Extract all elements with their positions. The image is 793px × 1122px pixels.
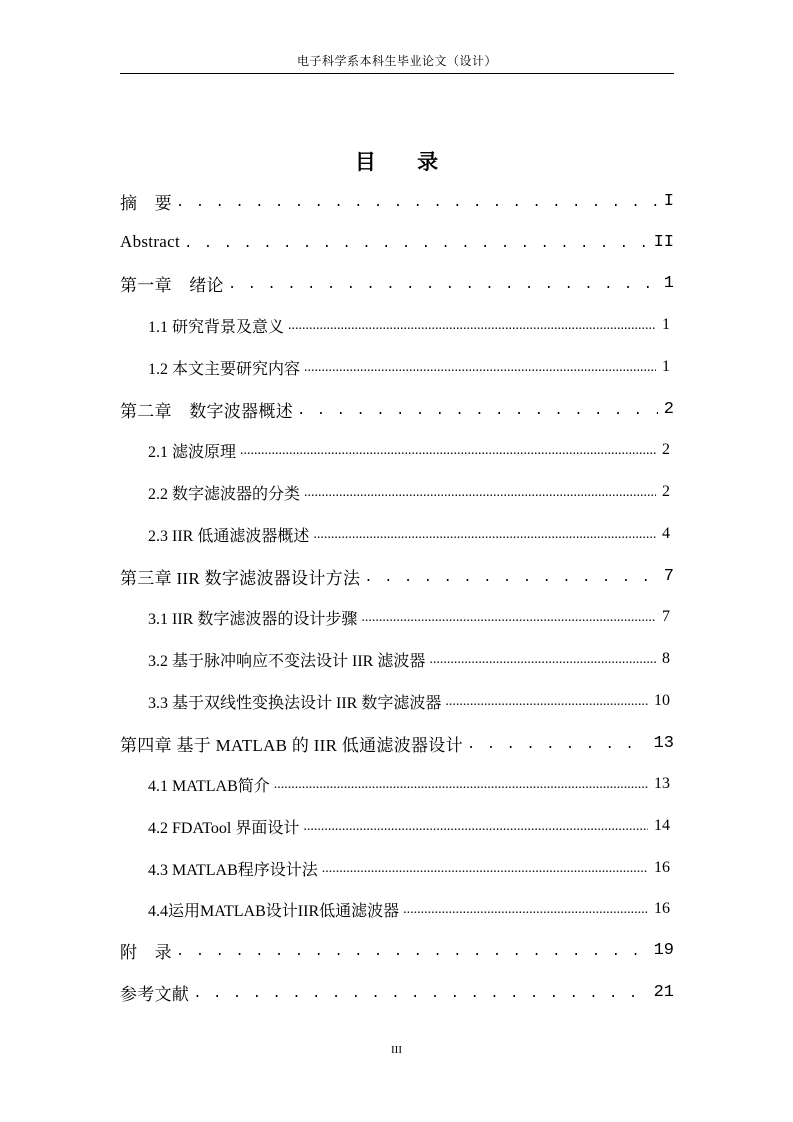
toc-entry-label: 第一章 绪论 <box>120 275 224 295</box>
toc-entry-label: 附 录 <box>120 942 172 962</box>
toc-dot-leader <box>228 273 658 293</box>
toc-entry-label: 第四章 基于 MATLAB 的 IIR 低通滤波器设计 <box>120 735 463 755</box>
toc-entry-page: 21 <box>653 982 674 1002</box>
toc-entry-section-4-1[interactable] <box>148 769 670 799</box>
toc-dot-leader <box>364 566 658 586</box>
toc-entry-page: 1 <box>662 358 670 375</box>
toc-entry-section-1-2[interactable] <box>148 352 670 382</box>
toc-entry-label: 4.4运用MATLAB设计IIR低通滤波器 <box>148 902 400 920</box>
toc-dot-leader <box>403 900 648 918</box>
toc-dot-leader <box>445 692 648 710</box>
toc-entry-page: 4 <box>662 525 670 542</box>
toc-entry-page: 14 <box>654 817 670 834</box>
toc-dot-leader <box>288 316 656 334</box>
toc-entry-chapter-1[interactable] <box>120 268 674 298</box>
toc-dot-leader <box>304 483 656 501</box>
toc-entry-label: 摘 要 <box>120 193 172 213</box>
toc-dot-leader <box>274 775 648 793</box>
toc-entry-section-3-1[interactable] <box>148 602 670 632</box>
toc-entry-page: 10 <box>654 692 670 709</box>
toc-dot-leader <box>176 940 648 960</box>
toc-dot-leader <box>176 191 658 211</box>
toc-entry-page: 7 <box>662 608 670 625</box>
toc-dot-leader <box>322 859 648 877</box>
toc-entry-page: 13 <box>654 775 670 792</box>
toc-dot-leader <box>297 399 658 419</box>
toc-entry-page: 19 <box>653 940 674 960</box>
page-header: 电子科学系本科生毕业论文（设计） <box>296 54 497 68</box>
toc-entry-label: 4.2 FDATool 界面设计 <box>148 819 300 837</box>
toc-entry-section-1-1[interactable] <box>148 310 670 340</box>
toc-entry-page: 1 <box>663 273 674 293</box>
toc-dot-leader <box>361 608 656 626</box>
toc-entry-chapter-4[interactable] <box>120 728 674 758</box>
toc-entry-section-4-3[interactable] <box>148 853 670 883</box>
toc-entry-section-2-1[interactable] <box>148 435 670 465</box>
toc-entry-label: 第二章 数字波器概述 <box>120 401 293 421</box>
toc-entry-section-3-3[interactable] <box>148 686 670 716</box>
toc-dot-leader <box>467 733 648 753</box>
toc-entry-page: 13 <box>653 733 674 753</box>
toc-entry-section-4-2[interactable] <box>148 811 670 841</box>
toc-entry-label: 2.1 滤波原理 <box>148 443 237 461</box>
toc-dot-leader <box>303 817 648 835</box>
toc-dot-leader <box>193 982 647 1002</box>
toc-entry-label: 第三章 IIR 数字滤波器设计方法 <box>120 568 361 588</box>
toc-entry-page: I <box>663 191 674 211</box>
header-rule <box>120 73 674 74</box>
toc-entry-page: 2 <box>662 483 670 500</box>
toc-entry-label: 4.1 MATLAB简介 <box>148 777 270 795</box>
toc-entry-appendix[interactable] <box>120 935 674 965</box>
toc-entry-label: 参考文献 <box>120 984 190 1004</box>
toc-entry-abstract-cn[interactable] <box>120 186 674 216</box>
toc-title: 目 录 <box>354 150 457 174</box>
toc-entry-label: 3.2 基于脉冲响应不变法设计 IIR 滤波器 <box>148 652 426 670</box>
toc-entry-page: 1 <box>662 316 670 333</box>
toc-entry-label: Abstract <box>120 232 180 251</box>
toc-entry-page: 16 <box>654 859 670 876</box>
toc-entry-section-2-2[interactable] <box>148 477 670 507</box>
toc-entry-section-3-2[interactable] <box>148 644 670 674</box>
toc-entry-section-4-4[interactable] <box>148 894 670 924</box>
toc-dot-leader <box>184 232 648 252</box>
toc-entry-page: 2 <box>662 441 670 458</box>
toc-entry-abstract-en[interactable] <box>120 227 674 257</box>
toc-entry-label: 2.2 数字滤波器的分类 <box>148 485 301 503</box>
toc-entry-label: 2.3 IIR 低通滤波器概述 <box>148 527 310 545</box>
toc-dot-leader <box>240 441 656 459</box>
toc-entry-page: 2 <box>663 399 674 419</box>
toc-dot-leader <box>313 525 656 543</box>
toc-dot-leader <box>304 358 656 376</box>
toc-entry-section-2-3[interactable] <box>148 519 670 549</box>
toc-entry-label: 3.1 IIR 数字滤波器的设计步骤 <box>148 610 358 628</box>
toc-entry-page: II <box>653 232 674 252</box>
toc-entry-label: 3.3 基于双线性变换法设计 IIR 数字滤波器 <box>148 694 442 712</box>
toc-entry-chapter-3[interactable] <box>120 561 674 591</box>
toc-entry-page: 7 <box>663 566 674 586</box>
page-number: III <box>391 1044 402 1056</box>
toc-dot-leader <box>429 650 656 668</box>
toc-entry-page: 16 <box>654 900 670 917</box>
toc-entry-chapter-2[interactable] <box>120 394 674 424</box>
toc-entry-label: 4.3 MATLAB程序设计法 <box>148 861 318 879</box>
toc-entry-page: 8 <box>662 650 670 667</box>
toc-entry-references[interactable] <box>120 977 674 1007</box>
toc-entry-label: 1.1 研究背景及意义 <box>148 318 285 336</box>
toc-entry-label: 1.2 本文主要研究内容 <box>148 360 301 378</box>
